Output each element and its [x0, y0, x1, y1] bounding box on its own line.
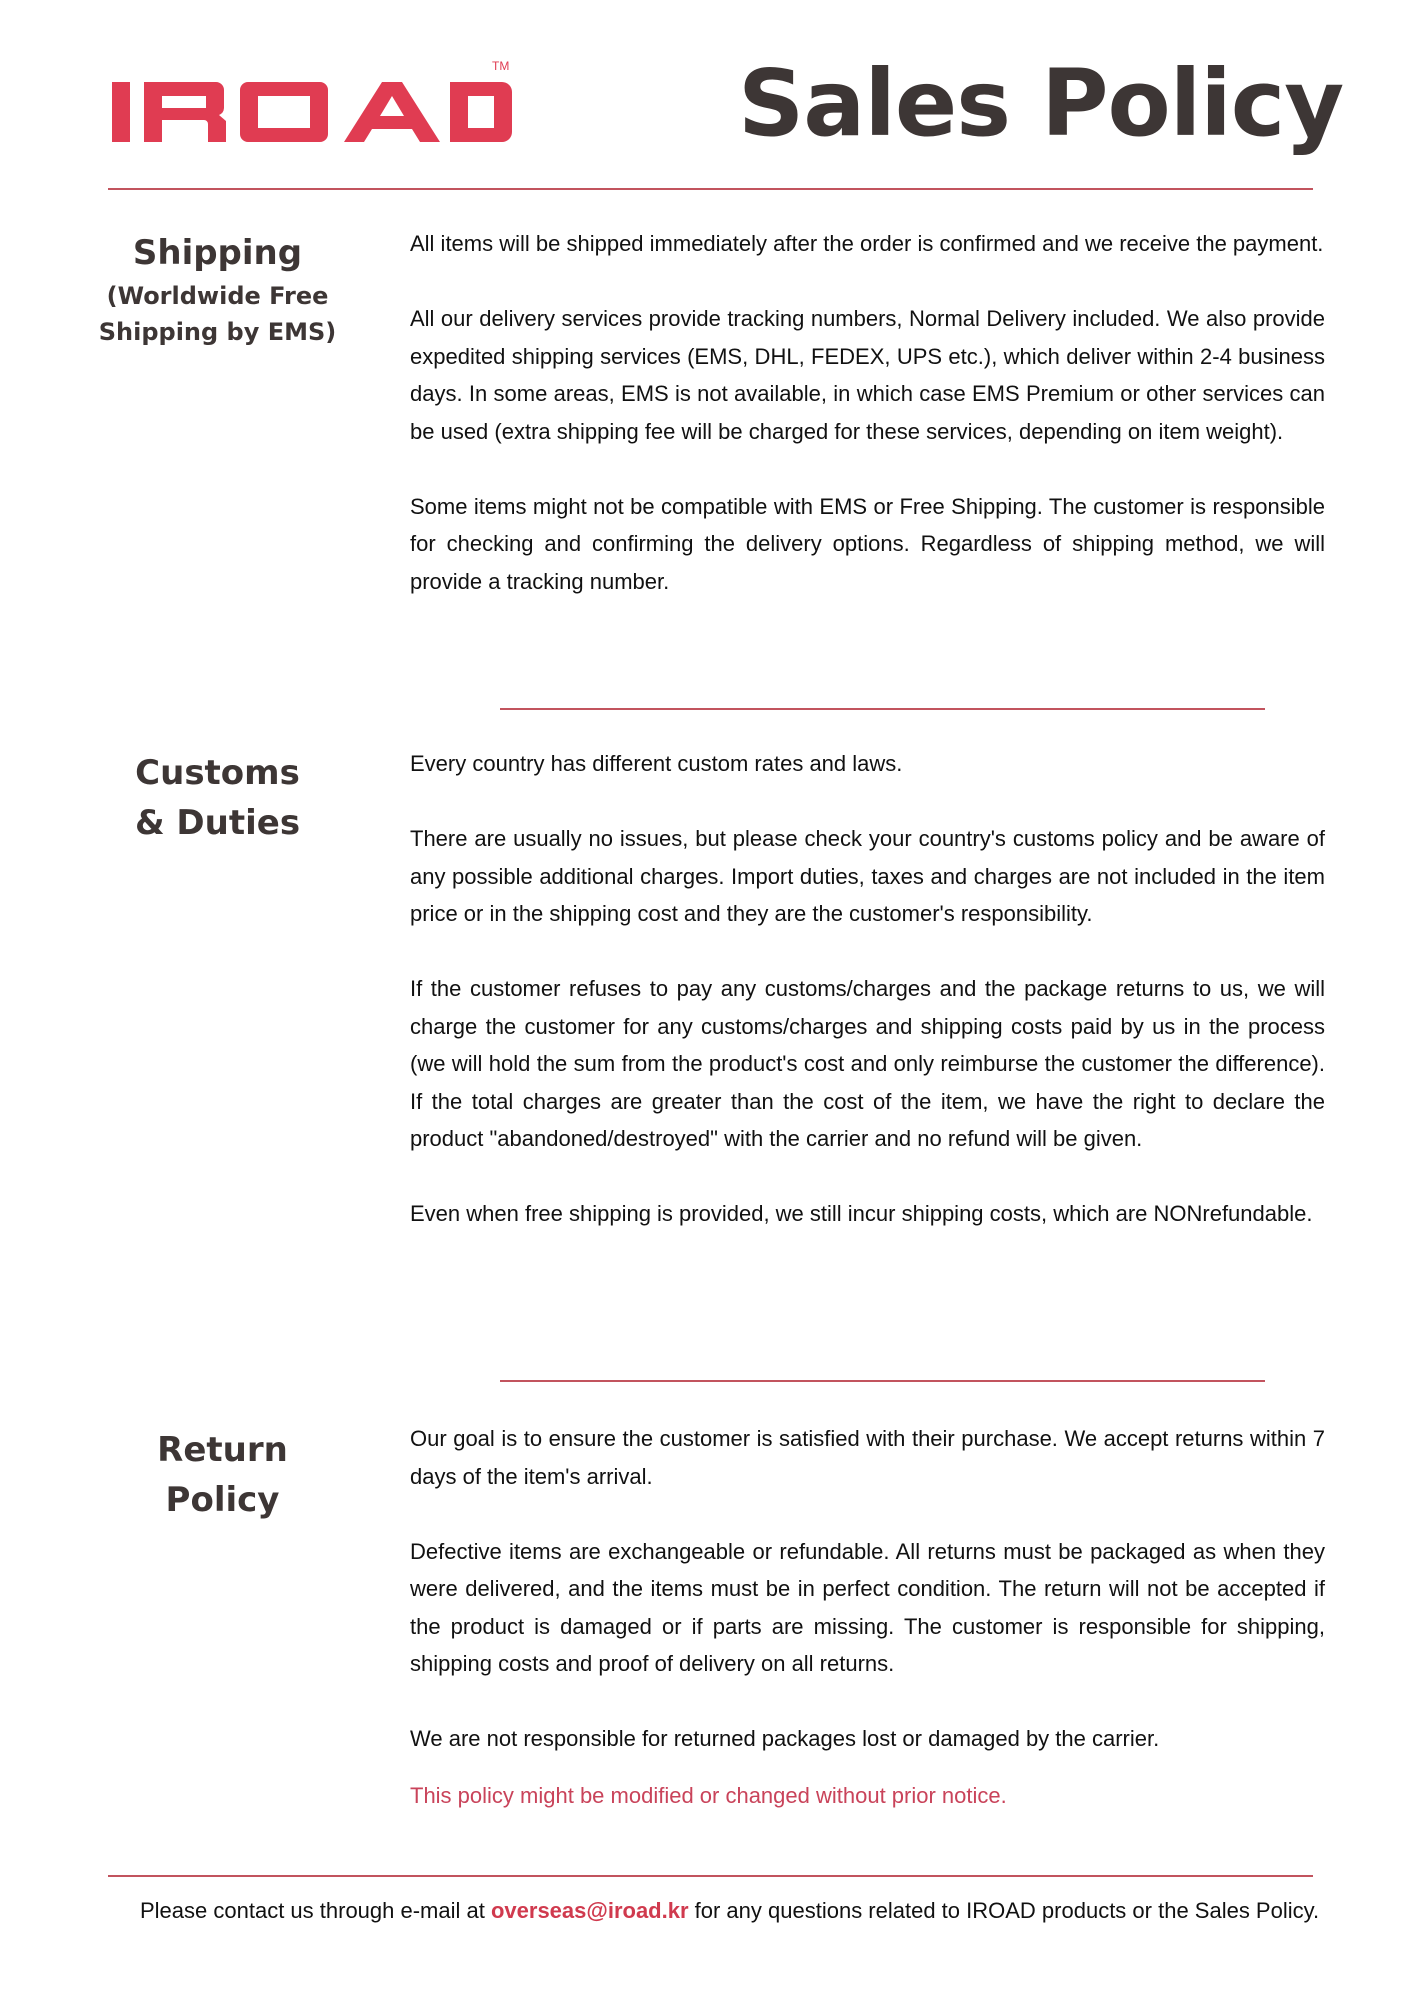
contact-footer: [140, 1895, 1325, 1927]
page-title: Sales Policy: [738, 50, 1344, 157]
shipping-title: Shipping: [132, 233, 303, 273]
customs-paragraph: Every country has different custom rates and laws.: [410, 751, 903, 776]
customs-paragraph: There are usually no issues, but please check your country's customs policy and be aware of any possible additional charges. Import duties, taxes and charges are not included in the item price or in the shipping cost and they are the customer's responsibility.: [410, 826, 1325, 926]
shipping-paragraph: All our delivery services provide tracking numbers, Normal Delivery included. We also provide expedited shipping services (EMS, DHL, FEDEX, UPS etc.), which deliver within 2-4 business days. In some areas, EMS is not available, in which case EMS Premium or other services can be used (extra shipping fee will be charged for these services, depending on item weight).: [410, 306, 1325, 444]
return-title-line1: Return: [157, 1430, 288, 1470]
footer-text-after: for any questions related to IROAD products or the Sales Policy.: [688, 1898, 1320, 1923]
shipping-subtitle-line1: (Worldwide Free: [106, 282, 329, 310]
section-divider: [500, 708, 1265, 710]
customs-heading: [90, 748, 345, 848]
policy-change-notice: This policy might be modified or changed without prior notice.: [410, 1783, 1007, 1808]
customs-body: [410, 745, 1325, 1233]
footer-text-before: Please contact us through e-mail at: [140, 1898, 491, 1923]
header-divider: [108, 188, 1313, 190]
return-paragraph: Our goal is to ensure the customer is satisfied with their purchase. We accept returns within 7 days of the item's arrival.: [410, 1426, 1325, 1489]
customs-paragraph: Even when free shipping is provided, we still incur shipping costs, which are NONrefundable.: [410, 1201, 1313, 1226]
shipping-heading: [90, 228, 345, 350]
shipping-paragraph: Some items might not be compatible with EMS or Free Shipping. The customer is responsible for checking and confirming the delivery options. Regardless of shipping method, we will provide a tracking number.: [410, 493, 1325, 594]
shipping-body: [410, 225, 1325, 600]
return-paragraph: Defective items are exchangeable or refundable. All returns must be packaged as when they were delivered, and the items must be in perfect condition. The return will not be accepted if the product is damaged or if parts are missing. The customer is responsible for shipping, shipping costs and proof of delivery on all returns.: [410, 1538, 1325, 1676]
iroad-logo-icon: [108, 58, 518, 148]
shipping-paragraph: All items will be shipped immediately after the order is confirmed and we receive the payment.: [410, 231, 1324, 256]
return-heading: [95, 1425, 350, 1525]
return-body: [410, 1420, 1325, 1815]
customs-paragraph: If the customer refuses to pay any customs/charges and the package returns to us, we will charge the customer for any customs/charges and shipping costs paid by us in the process (we will hold the sum from the product's cost and only reimburse the customer the difference). If the total charges are greater than the cost of the item, we have the right to declare the product "abandoned/destroyed" with the carrier and no refund will be given.: [410, 976, 1325, 1151]
customs-title-line2: & Duties: [134, 803, 301, 843]
footer-divider: [108, 1875, 1313, 1877]
return-title-line2: Policy: [165, 1480, 280, 1520]
contact-email-link[interactable]: overseas@iroad.kr: [490, 1898, 689, 1923]
customs-title-line1: Customs: [135, 753, 300, 793]
iroad-logo: [108, 58, 518, 148]
svg-text:TM: TM: [492, 59, 510, 73]
return-paragraph: We are not responsible for returned packages lost or damaged by the carrier.: [410, 1726, 1160, 1751]
section-divider: [500, 1380, 1265, 1382]
shipping-subtitle-line2: Shipping by EMS): [98, 318, 337, 346]
